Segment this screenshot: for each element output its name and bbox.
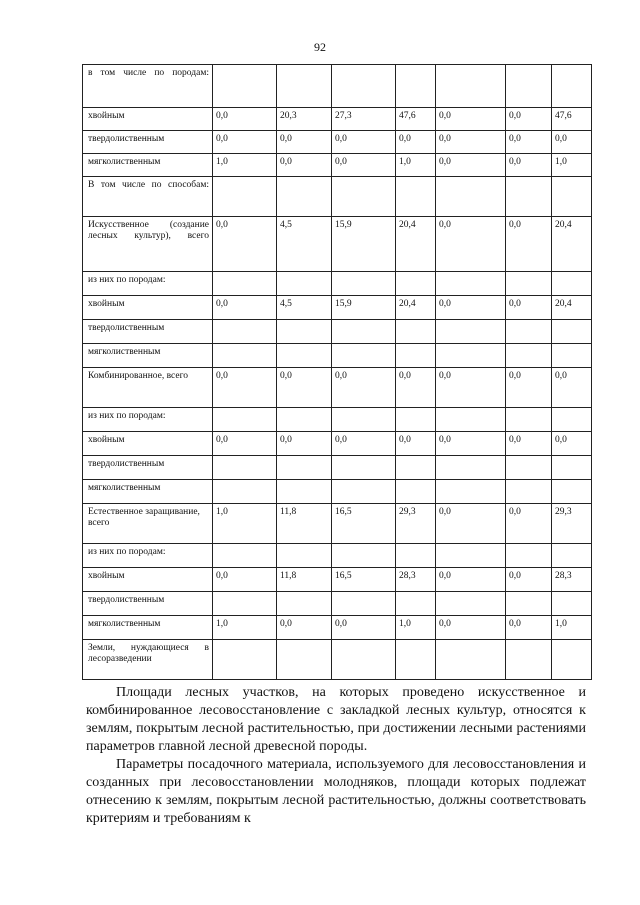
table-cell xyxy=(213,544,277,568)
table-cell: 20,3 xyxy=(277,108,332,131)
table-row xyxy=(83,344,592,368)
table-cell xyxy=(552,640,592,680)
table-cell xyxy=(552,456,592,480)
table-cell xyxy=(213,320,277,344)
table-cell xyxy=(552,177,592,217)
table-cell: 1,0 xyxy=(213,616,277,640)
table-row xyxy=(83,272,592,296)
table-row xyxy=(83,456,592,480)
table-cell xyxy=(332,65,396,108)
table-cell: 0,0 xyxy=(436,108,506,131)
table-cell xyxy=(436,544,506,568)
table-cell xyxy=(277,592,332,616)
table-cell: 1,0 xyxy=(213,504,277,544)
table-cell: 0,0 xyxy=(552,368,592,408)
table-cell: 0,0 xyxy=(436,568,506,592)
table-row xyxy=(83,408,592,432)
table-cell xyxy=(506,544,552,568)
table-cell xyxy=(396,272,436,296)
table-cell: 0,0 xyxy=(277,432,332,456)
table-cell: 1,0 xyxy=(396,616,436,640)
table-cell xyxy=(436,177,506,217)
table-cell: 4,5 xyxy=(277,296,332,320)
table-cell xyxy=(552,344,592,368)
paragraph-1: Площади лесных участков, на которых проведено искусственное и комбинированное лесовосстановление с закладкой лесных культур, относятся к землям, покрытым лесной растительностью, при достижении лесными растениями параметров главной лесной древесной породы. xyxy=(86,685,586,754)
table-cell xyxy=(332,408,396,432)
table-cell xyxy=(506,592,552,616)
table-cell xyxy=(213,272,277,296)
table-cell: 0,0 xyxy=(277,131,332,154)
table-cell: 16,5 xyxy=(332,504,396,544)
table-cell: 28,3 xyxy=(552,568,592,592)
table-row xyxy=(83,368,592,408)
table-cell xyxy=(552,544,592,568)
table-cell: 0,0 xyxy=(436,432,506,456)
table-cell: 1,0 xyxy=(213,154,277,177)
row-label: мягколиственным xyxy=(83,480,213,504)
row-label: Комбинированное, всего xyxy=(83,368,213,408)
table-cell xyxy=(277,480,332,504)
page-number: 92 xyxy=(314,40,326,54)
table-cell xyxy=(277,456,332,480)
table-row xyxy=(83,131,592,154)
table-cell: 0,0 xyxy=(552,131,592,154)
table-row xyxy=(83,592,592,616)
table-cell: 0,0 xyxy=(332,154,396,177)
table-cell xyxy=(277,344,332,368)
table-cell xyxy=(506,320,552,344)
row-label: твердолиственным xyxy=(83,456,213,480)
row-label: хвойным xyxy=(83,568,213,592)
table-cell xyxy=(396,456,436,480)
row-label: твердолиственным xyxy=(83,131,213,154)
table-cell xyxy=(277,640,332,680)
table-cell xyxy=(552,320,592,344)
table-cell: 47,6 xyxy=(552,108,592,131)
table-cell xyxy=(277,544,332,568)
table-cell xyxy=(552,272,592,296)
table-cell xyxy=(506,272,552,296)
table-cell xyxy=(213,480,277,504)
row-label: твердолиственным xyxy=(83,320,213,344)
table-body xyxy=(83,65,592,680)
table-cell: 0,0 xyxy=(436,296,506,320)
table-cell xyxy=(332,320,396,344)
table-cell: 0,0 xyxy=(277,616,332,640)
table-row xyxy=(83,504,592,544)
table-cell: 16,5 xyxy=(332,568,396,592)
table-cell: 0,0 xyxy=(506,368,552,408)
table-cell: 28,3 xyxy=(396,568,436,592)
row-label: в том числе по породам: xyxy=(83,65,213,108)
row-label: Земли, нуждающиеся в лесоразведении xyxy=(83,640,213,680)
data-table xyxy=(82,64,592,680)
table-cell xyxy=(277,65,332,108)
table-cell: 0,0 xyxy=(506,296,552,320)
table-cell: 0,0 xyxy=(213,131,277,154)
table-cell: 0,0 xyxy=(506,432,552,456)
table-cell: 0,0 xyxy=(552,432,592,456)
row-label: хвойным xyxy=(83,108,213,131)
table-row xyxy=(83,217,592,272)
table-cell: 11,8 xyxy=(277,568,332,592)
table-cell xyxy=(506,456,552,480)
table-cell: 15,9 xyxy=(332,217,396,272)
table-cell xyxy=(213,177,277,217)
table-cell: 0,0 xyxy=(332,368,396,408)
table-cell: 0,0 xyxy=(506,154,552,177)
table-cell: 0,0 xyxy=(277,368,332,408)
table-cell: 1,0 xyxy=(552,154,592,177)
table-cell xyxy=(277,177,332,217)
row-label: мягколиственным xyxy=(83,344,213,368)
table-row xyxy=(83,296,592,320)
table-cell xyxy=(436,320,506,344)
table-row xyxy=(83,154,592,177)
table-cell xyxy=(277,320,332,344)
row-label: Естественное заращивание, всего xyxy=(83,504,213,544)
table-row xyxy=(83,640,592,680)
table-cell: 0,0 xyxy=(506,504,552,544)
table-cell xyxy=(436,344,506,368)
table-cell xyxy=(332,592,396,616)
table-cell: 47,6 xyxy=(396,108,436,131)
table-cell xyxy=(213,408,277,432)
table-row xyxy=(83,568,592,592)
table-cell xyxy=(277,408,332,432)
table-cell xyxy=(552,592,592,616)
table-cell xyxy=(396,640,436,680)
table-cell: 0,0 xyxy=(213,368,277,408)
table-cell xyxy=(332,456,396,480)
table-cell: 29,3 xyxy=(396,504,436,544)
table-cell xyxy=(213,640,277,680)
table-cell xyxy=(552,65,592,108)
table-cell xyxy=(396,344,436,368)
row-label: хвойным xyxy=(83,296,213,320)
table-cell xyxy=(552,408,592,432)
table-cell xyxy=(332,640,396,680)
table-cell xyxy=(436,640,506,680)
table-cell: 0,0 xyxy=(332,432,396,456)
table-row xyxy=(83,616,592,640)
table-cell: 0,0 xyxy=(436,131,506,154)
table-row xyxy=(83,320,592,344)
table-cell xyxy=(332,344,396,368)
table-cell xyxy=(213,344,277,368)
table-row xyxy=(83,480,592,504)
table-cell: 29,3 xyxy=(552,504,592,544)
table-cell: 1,0 xyxy=(552,616,592,640)
table-cell: 0,0 xyxy=(506,108,552,131)
table-cell xyxy=(396,592,436,616)
table-cell: 27,3 xyxy=(332,108,396,131)
table-cell xyxy=(396,544,436,568)
row-label: мягколиственным xyxy=(83,154,213,177)
body-text xyxy=(86,684,586,828)
table-cell xyxy=(552,480,592,504)
table-cell xyxy=(436,408,506,432)
table-row xyxy=(83,177,592,217)
table-cell xyxy=(506,480,552,504)
table-cell xyxy=(332,272,396,296)
table-cell: 0,0 xyxy=(213,568,277,592)
table-cell xyxy=(277,272,332,296)
row-label: из них по породам: xyxy=(83,544,213,568)
table-cell xyxy=(396,65,436,108)
table-cell xyxy=(436,456,506,480)
table-cell xyxy=(506,408,552,432)
table-cell xyxy=(213,456,277,480)
table-cell xyxy=(396,320,436,344)
table-cell xyxy=(332,480,396,504)
table-cell: 0,0 xyxy=(506,217,552,272)
table-cell: 0,0 xyxy=(506,568,552,592)
table-cell: 0,0 xyxy=(436,504,506,544)
table-row xyxy=(83,432,592,456)
table-cell xyxy=(506,344,552,368)
table-cell xyxy=(436,65,506,108)
table-cell: 0,0 xyxy=(396,432,436,456)
table-cell: 20,4 xyxy=(396,296,436,320)
table-cell: 0,0 xyxy=(332,131,396,154)
row-label: твердолиственным xyxy=(83,592,213,616)
row-label: Искусственное (создание лесных культур), всего xyxy=(83,217,213,272)
table-cell: 0,0 xyxy=(506,131,552,154)
table-cell: 0,0 xyxy=(506,616,552,640)
table-cell xyxy=(396,480,436,504)
table-cell: 20,4 xyxy=(396,217,436,272)
row-label: мягколиственным xyxy=(83,616,213,640)
table-cell: 20,4 xyxy=(552,296,592,320)
table-cell: 0,0 xyxy=(332,616,396,640)
table-row xyxy=(83,65,592,108)
table-cell: 0,0 xyxy=(436,368,506,408)
table-cell xyxy=(213,592,277,616)
table-cell: 4,5 xyxy=(277,217,332,272)
table-cell: 0,0 xyxy=(396,368,436,408)
table-cell: 1,0 xyxy=(396,154,436,177)
row-label: хвойным xyxy=(83,432,213,456)
table-cell xyxy=(506,65,552,108)
table-cell: 15,9 xyxy=(332,296,396,320)
table-cell: 0,0 xyxy=(436,616,506,640)
row-label: В том числе по способам: xyxy=(83,177,213,217)
table-cell xyxy=(332,544,396,568)
row-label: из них по породам: xyxy=(83,408,213,432)
table-cell: 0,0 xyxy=(213,217,277,272)
table-cell xyxy=(396,408,436,432)
table-cell: 20,4 xyxy=(552,217,592,272)
table-cell: 11,8 xyxy=(277,504,332,544)
table-cell: 0,0 xyxy=(213,108,277,131)
table-cell xyxy=(506,640,552,680)
table-cell xyxy=(506,177,552,217)
table-cell: 0,0 xyxy=(436,217,506,272)
table-cell xyxy=(436,272,506,296)
table-cell xyxy=(396,177,436,217)
table-cell: 0,0 xyxy=(213,296,277,320)
table-cell: 0,0 xyxy=(277,154,332,177)
table-cell xyxy=(436,592,506,616)
table-cell xyxy=(213,65,277,108)
table-cell xyxy=(332,177,396,217)
row-label: из них по породам: xyxy=(83,272,213,296)
table-row xyxy=(83,544,592,568)
table-cell: 0,0 xyxy=(396,131,436,154)
table-cell: 0,0 xyxy=(213,432,277,456)
table-cell xyxy=(436,480,506,504)
paragraph-2: Параметры посадочного материала, используемого для лесовосстановления и созданных при лесовосстановлении молодняков, площади которых подлежат отнесению к землям, покрытым лесной растительностью, должны соответствовать критериям и требованиям к xyxy=(86,757,586,826)
table-row xyxy=(83,108,592,131)
table-cell: 0,0 xyxy=(436,154,506,177)
